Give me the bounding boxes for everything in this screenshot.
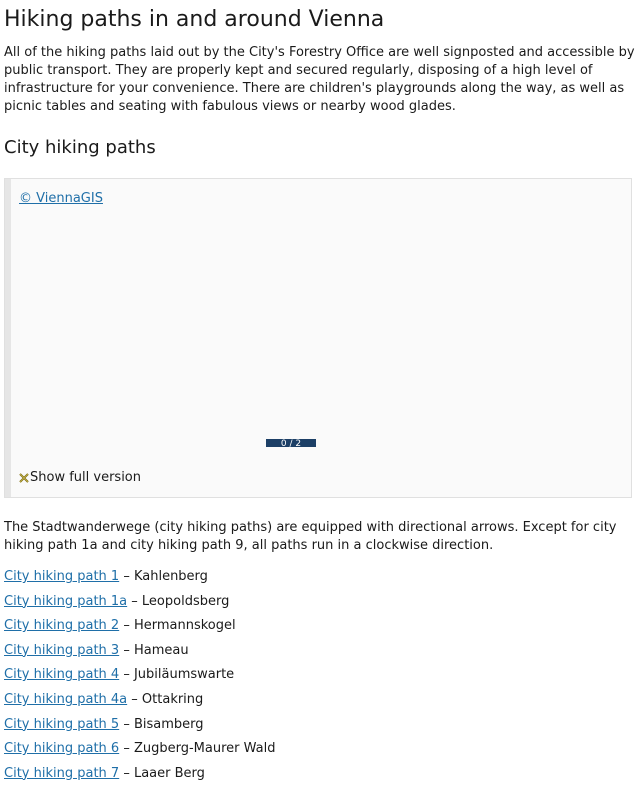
direction-note: The Stadtwanderwege (city hiking paths) are equipped with directional arrows. Except for city hiking path 1a and city hiking path 9, all paths run in a clockwise direction.: [4, 520, 617, 553]
hiking-path-description: – Zugberg-Maurer Wald: [119, 741, 276, 757]
hiking-path-description: – Jubiläumswarte: [119, 667, 235, 683]
hiking-path-link[interactable]: City hiking path 7: [4, 765, 120, 781]
list-item: [4, 617, 275, 642]
list-item: [4, 593, 275, 618]
intro-paragraph: All of the hiking paths laid out by the City's Forestry Office are well signposted and accessible by public transport. They are properly kept and secured regularly, disposing of a high level of infrastructure for your convenience. There are children's playgrounds along the way, as well as picnic tables and seating with fabulous views or nearby wood glades.: [4, 45, 635, 114]
hiking-path-list: [4, 568, 275, 789]
hiking-path-link[interactable]: City hiking path 3: [4, 642, 120, 658]
page-title: Hiking paths in and around Vienna: [4, 7, 385, 32]
show-full-version-button[interactable]: [19, 470, 141, 486]
hiking-path-link[interactable]: City hiking path 5: [4, 716, 120, 732]
section-title: City hiking paths: [4, 137, 156, 158]
map-left-rail: [5, 179, 11, 497]
hiking-path-link[interactable]: City hiking path 4: [4, 667, 120, 683]
map-widget[interactable]: [4, 178, 632, 498]
list-item: [4, 568, 275, 593]
hiking-path-description: – Laaer Berg: [119, 765, 205, 781]
list-item: [4, 740, 275, 765]
list-item: [4, 691, 275, 716]
hiking-path-description: – Leopoldsberg: [127, 593, 230, 609]
list-item: [4, 666, 275, 691]
hiking-path-link[interactable]: City hiking path 1a: [4, 593, 128, 609]
x-close-icon: [19, 473, 29, 483]
hiking-path-link[interactable]: City hiking path 2: [4, 618, 120, 634]
hiking-path-description: – Hameau: [119, 642, 189, 658]
list-item: [4, 716, 275, 741]
show-full-version-label: Show full version: [30, 470, 141, 485]
map-credit-link[interactable]: © ViennaGIS: [19, 191, 103, 206]
hiking-path-description: – Kahlenberg: [119, 569, 208, 584]
hiking-path-description: – Hermannskogel: [119, 618, 236, 634]
list-item: [4, 765, 275, 789]
hiking-path-link[interactable]: City hiking path 4a: [4, 691, 128, 707]
hiking-path-link[interactable]: City hiking path 6: [4, 741, 120, 757]
hiking-path-description: – Ottakring: [127, 691, 204, 707]
map-pager[interactable]: 0 / 2: [266, 439, 316, 447]
hiking-path-link[interactable]: City hiking path 1: [4, 569, 120, 584]
list-item: [4, 642, 275, 667]
hiking-path-description: – Bisamberg: [119, 716, 204, 732]
